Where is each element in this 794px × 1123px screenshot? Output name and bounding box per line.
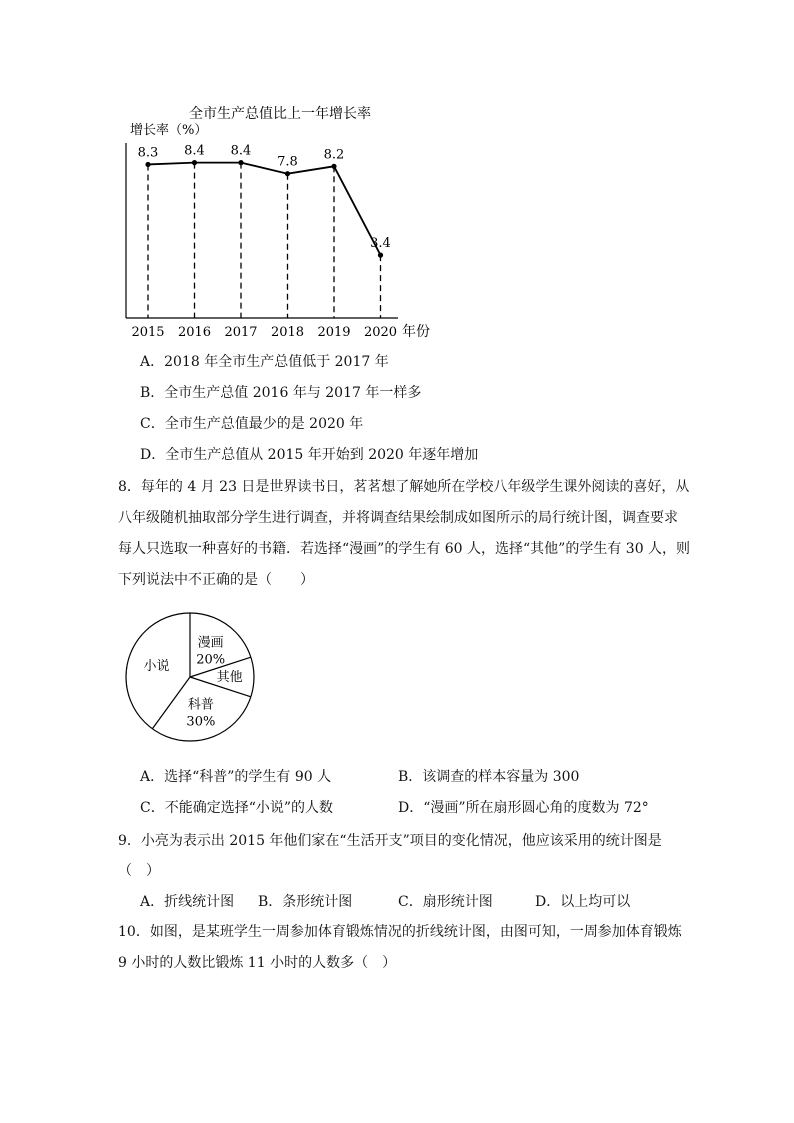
data-point xyxy=(331,164,336,169)
data-point xyxy=(145,162,150,167)
q8-option-a: A．选择“科普”的学生有 90 人 xyxy=(140,769,332,785)
x-tick-label: 2018 xyxy=(270,325,305,340)
data-point xyxy=(192,160,197,165)
pie-slice-boundary xyxy=(152,677,190,729)
q7-option-d: D．全市生产总值从 2015 年开始到 2020 年逐年增加 xyxy=(140,447,479,463)
data-label: 8.3 xyxy=(137,145,159,161)
pie-slice-percent: 30% xyxy=(186,714,216,730)
pie-slice-name: 小说 xyxy=(143,659,170,675)
q10-line-2: 9 小时的人数比锻炼 11 小时的人数多（ ） xyxy=(118,955,397,971)
q9-option-a: A．折线统计图 xyxy=(140,894,235,910)
pie-slice-percent: 20% xyxy=(196,652,226,668)
q9-line-1: 9．小亮为表示出 2015 年他们家在“生活开支”项目的变化情况，他应该采用的统计图是 xyxy=(118,833,662,849)
data-label: 7.8 xyxy=(277,154,298,170)
q8-line-1: 8．每年的 4 月 23 日是世界读书日，茗茗想了解她所在学校八年级学生课外阅读的喜好，从 xyxy=(118,479,690,495)
x-tick-label: 2015 xyxy=(131,325,165,340)
data-point xyxy=(285,171,290,176)
x-tick-label: 2017 xyxy=(224,325,258,340)
q9-option-d: D．以上均可以 xyxy=(535,894,631,910)
x-tick-label: 2019 xyxy=(317,325,351,340)
q8-line-3: 每人只选取一种喜好的书籍．若选择“漫画”的学生有 60 人，选择“其他”的学生有 30 人，则 xyxy=(118,541,691,557)
reading-preference-pie-chart xyxy=(118,608,278,748)
data-label: 8.4 xyxy=(230,143,252,159)
data-point xyxy=(378,253,383,258)
pie-slice-name: 其他 xyxy=(216,670,243,685)
growth-rate-line-chart xyxy=(0,0,794,350)
pie-slice-name: 科普 xyxy=(187,697,214,713)
data-point xyxy=(238,160,243,165)
q9-option-c: C．扇形统计图 xyxy=(398,894,493,910)
q8-line-2: 八年级随机抽取部分学生进行调查，并将调查结果绘制成如图所示的局行统计图，调查要求 xyxy=(118,510,678,526)
q8-line-4: 下列说法中不正确的是（ ） xyxy=(118,572,314,588)
x-tick-label: 2020 xyxy=(363,325,398,340)
q9-line-2: （ ） xyxy=(118,863,160,879)
x-tick-label: 2016 xyxy=(177,325,212,340)
x-axis-label: 年份 xyxy=(402,324,430,340)
pie-slice-name: 漫画 xyxy=(197,635,224,651)
data-label: 3.4 xyxy=(370,236,391,252)
q7-option-c: C．全市生产总值最少的是 2020 年 xyxy=(140,416,364,432)
q7-option-b: B．全市生产总值 2016 年与 2017 年一样多 xyxy=(140,385,422,401)
q8-option-b: B．该调查的样本容量为 300 xyxy=(398,769,580,785)
q8-option-c: C．不能确定选择“小说”的人数 xyxy=(140,800,334,816)
y-axis-label: 增长率（%） xyxy=(130,123,208,138)
chart-title: 全市生产总值比上一年增长率 xyxy=(189,106,371,122)
q7-option-a: A．2018 年全市生产总值低于 2017 年 xyxy=(140,354,389,370)
data-label: 8.4 xyxy=(184,143,205,159)
q9-option-b: B．条形统计图 xyxy=(258,894,353,910)
data-label: 8.2 xyxy=(323,147,345,163)
q8-option-d: D．“漫画”所在扇形圆心角的度数为 72° xyxy=(398,800,649,816)
growth-rate-line xyxy=(148,163,381,256)
q10-line-1: 10．如图，是某班学生一周参加体育锻炼情况的折线统计图，由图可知，一周参加体育锻炼 xyxy=(118,924,682,940)
